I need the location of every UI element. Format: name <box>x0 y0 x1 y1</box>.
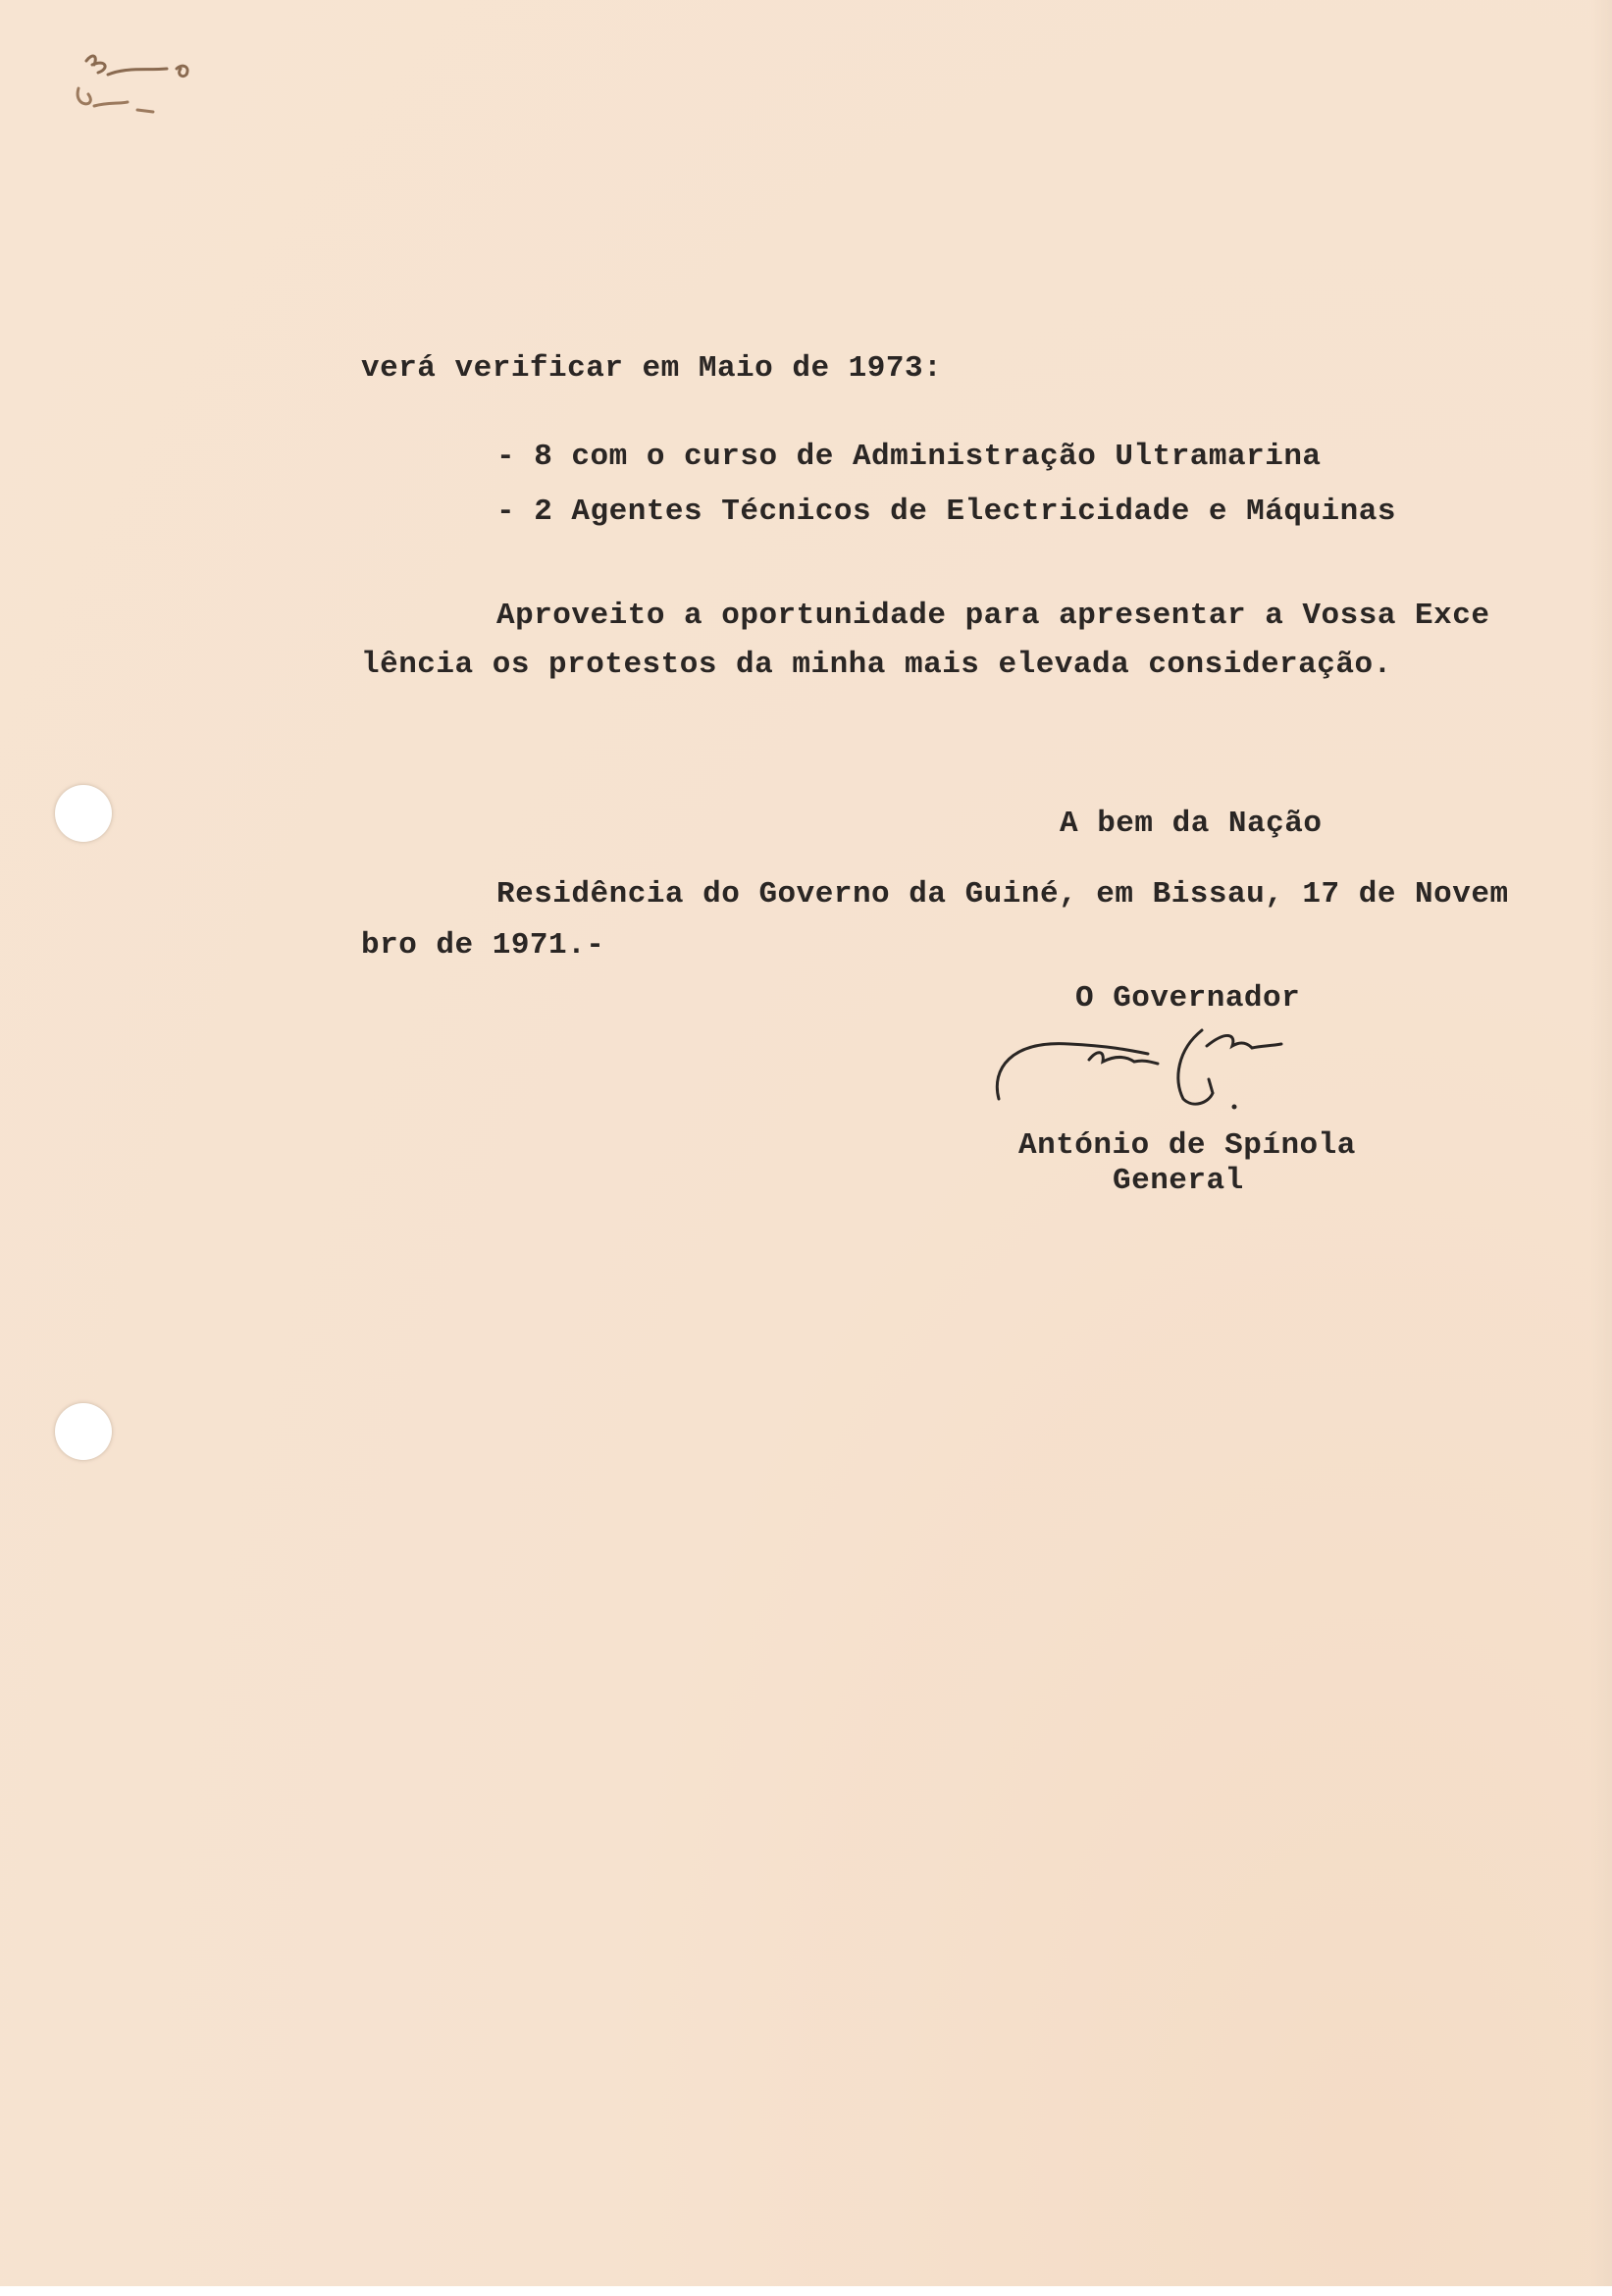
closing-salutation: A bem da Nação <box>1060 807 1323 841</box>
punch-hole-upper <box>55 785 112 842</box>
handwritten-annotation <box>59 39 235 137</box>
place-date-line-2: bro de 1971.- <box>361 928 605 963</box>
signer-title: O Governador <box>1075 981 1301 1016</box>
list-item-1: - 8 com o curso de Administração Ultramarina <box>496 440 1322 474</box>
paragraph-line-1: Aproveito a oportunidade para apresentar a Vossa Exce <box>496 599 1490 633</box>
signer-name: António de Spínola <box>1018 1128 1356 1163</box>
place-date-line-1: Residência do Governo da Guiné, em Bissau, 17 de Novem <box>496 877 1509 912</box>
punch-hole-lower <box>55 1403 112 1460</box>
list-item-2: - 2 Agentes Técnicos de Electricidade e Máquinas <box>496 495 1396 529</box>
signer-rank: General <box>1113 1164 1244 1198</box>
paragraph-line-2: lência os protestos da minha mais elevada consideração. <box>361 648 1392 682</box>
intro-line: verá verificar em Maio de 1973: <box>361 351 943 386</box>
signature <box>981 1011 1374 1128</box>
